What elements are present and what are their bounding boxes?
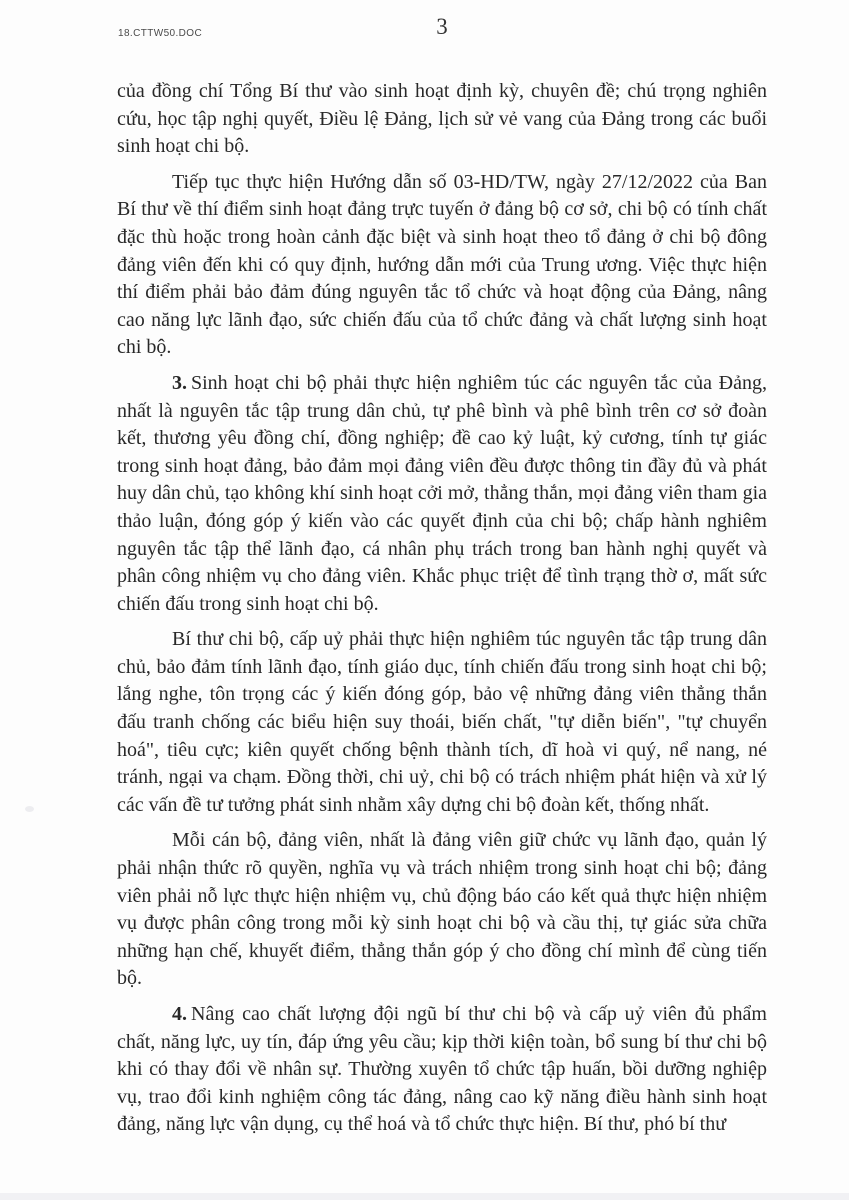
scan-edge-strip (0, 1193, 849, 1200)
paragraph (117, 626, 767, 819)
page-number: 3 (436, 14, 448, 39)
paragraph-number: 3. (172, 371, 187, 394)
paragraph (117, 169, 767, 362)
paragraph (117, 827, 767, 993)
paragraph-text: Nâng cao chất lượng đội ngũ bí thư chi bộ và cấp uỷ viên đủ phẩm chất, năng lực, uy tín, đáp ứng yêu cầu; kịp thời kiện toàn, bổ sung bí thư chi bộ khi có thay đổi về nhân sự. Thường xuyên tổ chức tập huấn, bồi dưỡng nghiệp vụ, trao đổi kinh nghiệm công tác đảng, nâng cao kỹ năng điều hành sinh hoạt đảng, năng lực vận dụng, cụ thể hoá và tổ chức thực hiện. Bí thư, phó bí thư (117, 1003, 767, 1136)
paragraph (117, 1001, 767, 1139)
paragraph-text: Sinh hoạt chi bộ phải thực hiện nghiêm túc các nguyên tắc của Đảng, nhất là nguyên tắc tập trung dân chủ, tự phê bình và phê bình trên cơ sở đoàn kết, thương yêu đồng chí, đồng nghiệp; đề cao kỷ luật, kỷ cương, tính tự giác trong sinh hoạt đảng, bảo đảm mọi đảng viên đều được thông tin đầy đủ và phát huy dân chủ, tạo không khí sinh hoạt cởi mở, thẳng thắn, mọi đảng viên tham gia thảo luận, đóng góp ý kiến vào các quyết định của chi bộ; chấp hành nghiêm nguyên tắc tập thể lãnh đạo, cá nhân phụ trách trong ban hành nghị quyết và phân công nhiệm vụ cho đảng viên. Khắc phục triệt để tình trạng thờ ơ, mất sức chiến đấu trong sinh hoạt chi bộ. (117, 371, 767, 615)
document-filename: 18.CTTW50.DOC (118, 28, 203, 39)
paragraph-text: Mỗi cán bộ, đảng viên, nhất là đảng viên giữ chức vụ lãnh đạo, quản lý phải nhận thức rõ quyền, nghĩa vụ và trách nhiệm trong sinh hoạt chi bộ; đảng viên phải nỗ lực thực hiện nhiệm vụ, chủ động báo cáo kết quả thực hiện nhiệm vụ được phân công trong mỗi kỳ sinh hoạt chi bộ và cầu thị, tự giác sửa chữa những hạn chế, khuyết điểm, thẳng thắn góp ý cho đồng chí mình để cùng tiến bộ. (117, 829, 767, 990)
document-body (117, 78, 767, 1147)
paragraph-text: Tiếp tục thực hiện Hướng dẫn số 03-HD/TW, ngày 27/12/2022 của Ban Bí thư về thí điểm sinh hoạt đảng trực tuyến ở đảng bộ cơ sở, chi bộ có tính chất đặc thù hoặc trong hoàn cảnh đặc biệt và sinh hoạt theo tổ đảng ở chi bộ đông đảng viên đến khi có quy định, hướng dẫn mới của Trung ương. Việc thực hiện thí điểm phải bảo đảm đúng nguyên tắc tổ chức và hoạt động của Đảng, nâng cao năng lực lãnh đạo, sức chiến đấu của tổ chức đảng và chất lượng sinh hoạt chi bộ. (117, 170, 767, 359)
paragraph-text: của đồng chí Tổng Bí thư vào sinh hoạt định kỳ, chuyên đề; chú trọng nghiên cứu, học tập nghị quyết, Điều lệ Đảng, lịch sử vẻ vang của Đảng trong các buổi sinh hoạt chi bộ. (117, 80, 767, 158)
paragraph-text: Bí thư chi bộ, cấp uỷ phải thực hiện nghiêm túc nguyên tắc tập trung dân chủ, bảo đảm tính lãnh đạo, tính giáo dục, tính chiến đấu trong sinh hoạt chi bộ; lắng nghe, tôn trọng các ý kiến đóng góp, bảo vệ những đảng viên thẳng thắn đấu tranh chống các biểu hiện suy thoái, biến chất, "tự diễn biến", "tự chuyển hoá", tiêu cực; kiên quyết chống bệnh thành tích, dĩ hoà vi quý, nể nang, né tránh, ngại va chạm. Đồng thời, chi uỷ, chi bộ có trách nhiệm phát hiện và xử lý các vấn đề tư tưởng phát sinh nhằm xây dựng chi bộ đoàn kết, thống nhất. (117, 628, 767, 816)
paragraph-number: 4. (172, 1003, 187, 1025)
paragraph (117, 78, 767, 161)
paragraph (117, 370, 767, 618)
scan-smudge (25, 806, 34, 812)
